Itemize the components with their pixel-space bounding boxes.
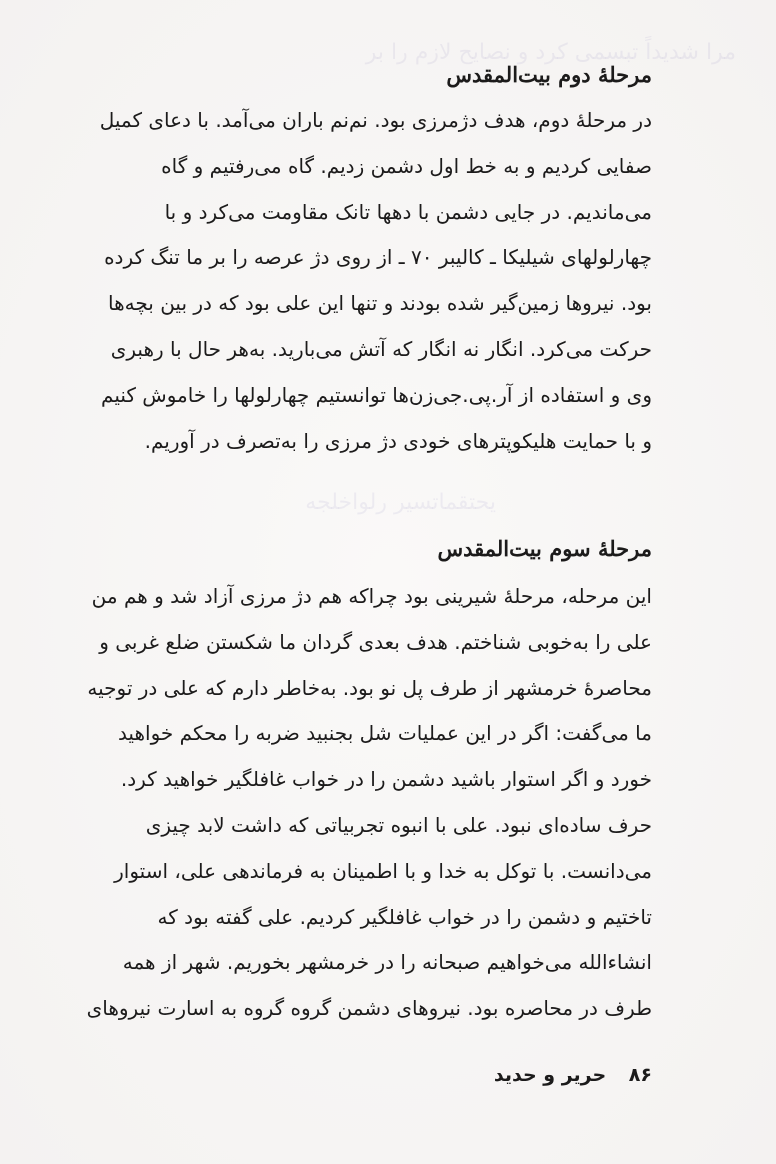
section-heading-stage-three: مرحلهٔ سوم بیت‌المقدس [437, 536, 652, 561]
text-line: می‌دانست. با توکل به خدا و با اطمینان به فرماندهی علی، استوار [114, 858, 652, 883]
text-line: و با حمایت هلیکوپترهای خودی دژ مرزی را به‌تصرف در آوریم. [144, 428, 652, 453]
book-title: حریر و حدید [493, 1064, 607, 1086]
text-line: خورد و اگر استوار باشید دشمن را در خواب غافلگیر خواهید کرد. [120, 767, 652, 792]
text-line: صفایی کردیم و به خط اول دشمن زدیم. گاه می‌رفتیم و گاه [161, 153, 652, 178]
text-line: تاختیم و دشمن را در خواب غافلگیر کردیم. علی گفته بود که [157, 904, 652, 929]
section-heading-stage-two: مرحلهٔ دوم بیت‌المقدس [446, 62, 652, 87]
text-line: ما می‌گفت: اگر در این عملیات شل بجنبید ضربه را محکم خواهید [117, 721, 652, 746]
text-line: در مرحلهٔ دوم، هدف دژمرزی بود. نم‌نم باران می‌آمد. با دعای کمیل [99, 108, 652, 132]
text-line: چهارلولهای شیلیکا ـ کالیبر ۷۰ ـ از روی دژ عرصه را بر ما تنگ کرده [104, 245, 652, 270]
text-line: حرکت می‌کرد. انگار نه انگار که آتش می‌بارید. به‌هر حال با رهبری [110, 336, 652, 361]
text-line: محاصرهٔ خرمشهر از طرف پل نو بود. به‌خاطر دارم که علی در توجیه [87, 675, 652, 700]
page-number: ۸۶ [628, 1064, 652, 1086]
page-footer [494, 1064, 652, 1086]
paragraph-stage-three [76, 574, 652, 1032]
text-line: این مرحله، مرحلهٔ شیرینی بود چراکه هم دژ مرزی آزاد شد و هم من [91, 584, 652, 608]
text-line: حرف ساده‌ای نبود. علی با انبوه تجربیاتی که داشت لابد چیزی [145, 812, 652, 837]
text-line: انشاءالله می‌خواهیم صبحانه را در خرمشهر بخوریم. شهر از همه [122, 950, 652, 975]
text-line: بود. نیروها زمین‌گیر شده بودند و تنها این علی بود که در بین بچه‌ها [108, 291, 652, 316]
bleed-through-text-top: مرا شدیداً تبسمی کرد و نصایح لازم را بر [365, 40, 736, 65]
text-line: علی را به‌خوبی شناختم. هدف بعدی گردان ما شکستن ضلع غربی و [99, 629, 652, 654]
paragraph-stage-two [76, 98, 652, 464]
bleed-through-text-middle: یحتقماتسیر رلواخلجه [305, 490, 496, 515]
text-line: می‌ماندیم. در جایی دشمن با دهها تانک مقاومت می‌کرد و با [164, 199, 652, 224]
text-line: وی و استفاده از آر.پی.جی‌زن‌ها توانستیم چهارلولها را خاموش کنیم [101, 382, 652, 407]
text-line: طرف در محاصره بود. نیروهای دشمن گروه گروه به اسارت نیروهای [86, 996, 652, 1021]
